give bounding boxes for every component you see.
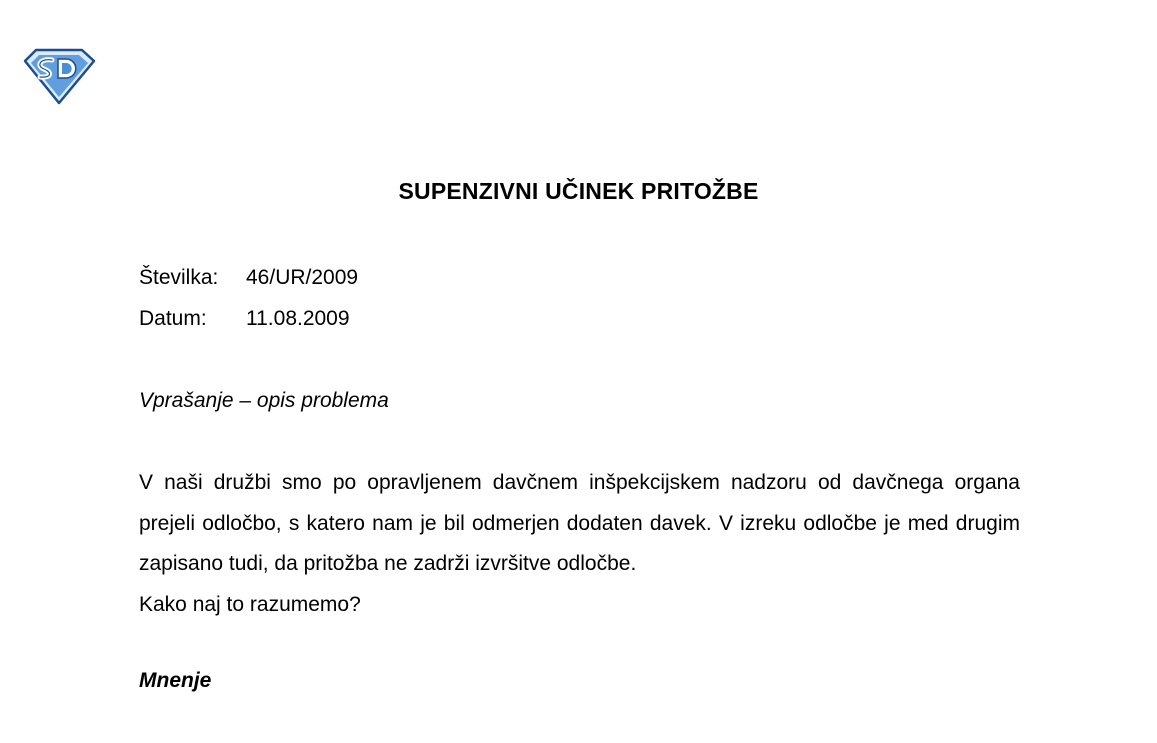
sd-logo-icon (22, 47, 96, 105)
question-paragraph: V naši družbi smo po opravljenem davčnem inšpekcijskem nadzoru od davčnega organa prejeli odločbo, s katero nam je bil odmerjen dodaten davek. V izreku odločbe je med drugim zapisano tudi, da pritožba ne zadrži izvršitve odločbe. (139, 471, 1020, 575)
question-body (139, 463, 1020, 625)
document-date-label: Datum: (139, 307, 207, 330)
document-number-row (139, 266, 358, 290)
document-date-row (139, 307, 350, 331)
document-number-label: Številka: (139, 266, 219, 289)
question-heading: Vprašanje – opis problema (139, 389, 389, 412)
opinion-heading: Mnenje (139, 669, 212, 692)
question-followup: Kako naj to razumemo? (139, 592, 361, 616)
document-date-value: 11.08.2009 (246, 307, 350, 330)
document-title: SUPENZIVNI UČINEK PRITOŽBE (398, 178, 759, 204)
document-number-value: 46/UR/2009 (246, 266, 359, 289)
